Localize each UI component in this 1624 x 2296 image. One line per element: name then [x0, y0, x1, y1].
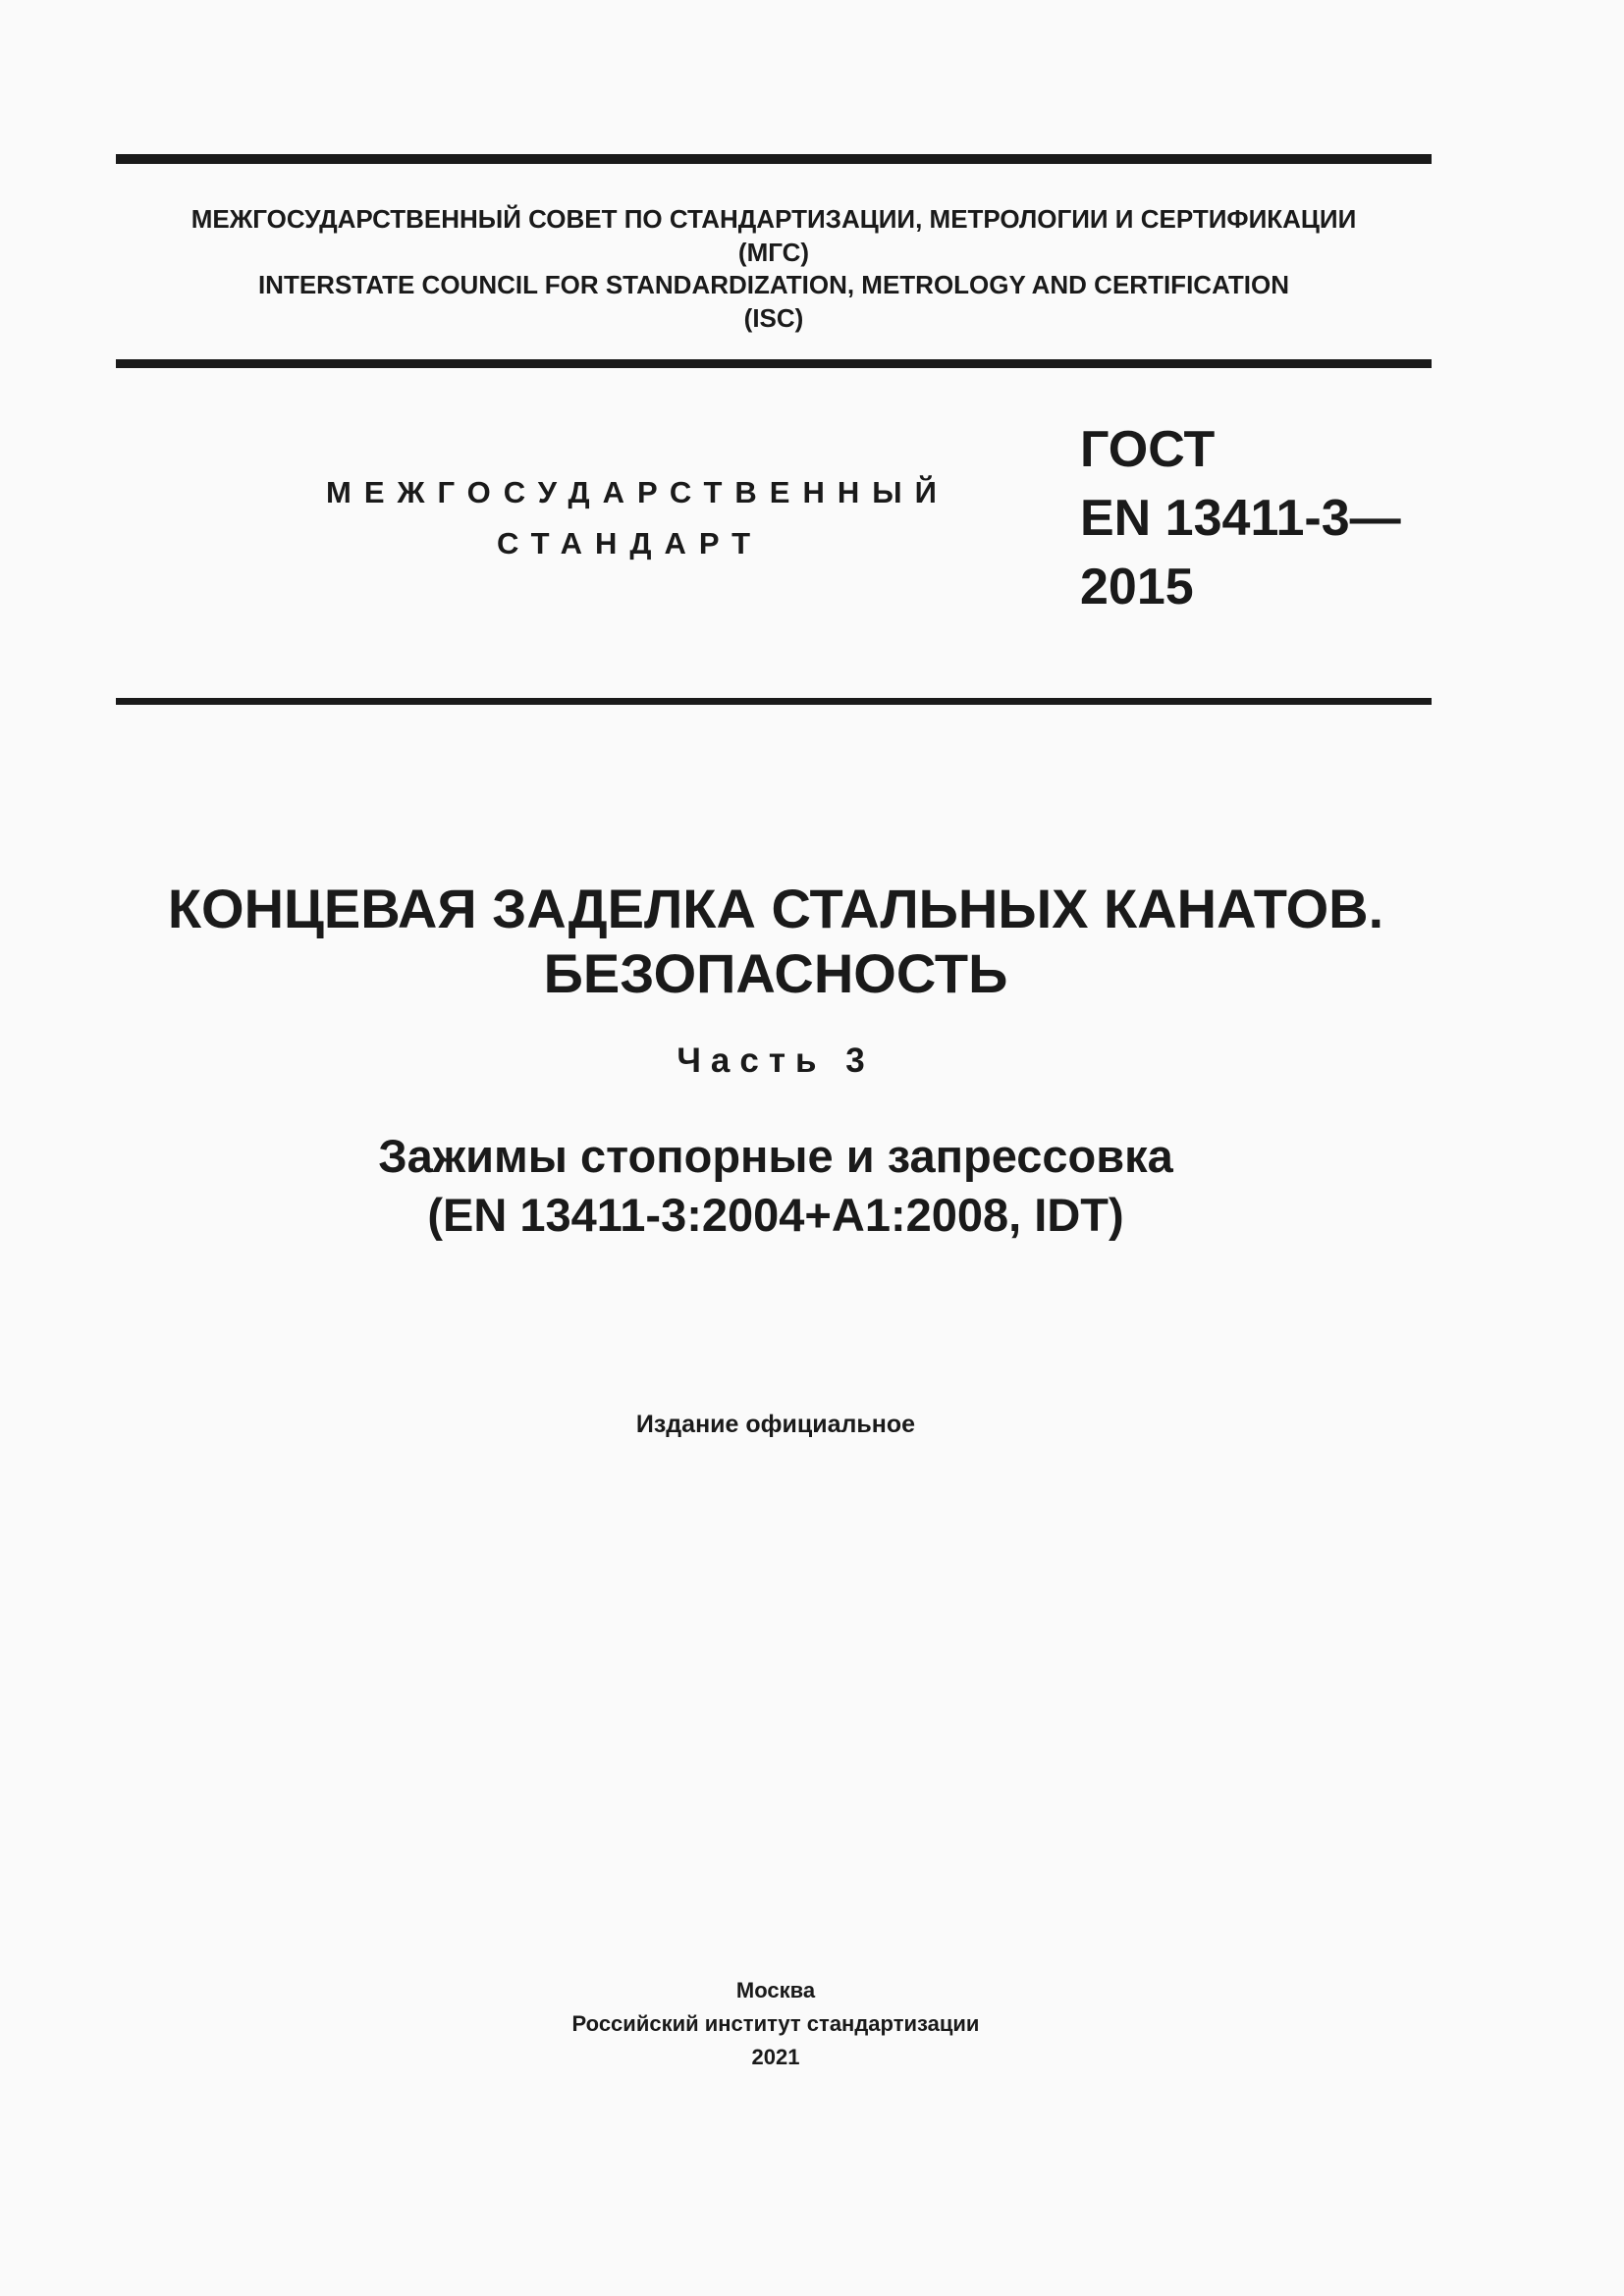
- designation-rule: [116, 698, 1432, 705]
- council-name-en: INTERSTATE COUNCIL FOR STANDARDIZATION, METROLOGY AND CERTIFICATION: [257, 270, 1290, 299]
- standard-designation: [1080, 415, 1401, 621]
- designation-line-2: EN 13411-3—: [1080, 490, 1401, 547]
- standard-type-line-2: СТАНДАРТ: [497, 526, 764, 561]
- header-rule: [116, 359, 1432, 368]
- designation-line-1: ГОСТ: [1080, 421, 1216, 478]
- council-abbr-en: (ISC): [743, 302, 804, 333]
- title-line-2: БЕЗОПАСНОСТЬ: [543, 942, 1008, 1004]
- council-name-ru: МЕЖГОСУДАРСТВЕННЫЙ СОВЕТ ПО СТАНДАРТИЗАЦИИ, МЕТРОЛОГИИ И СЕРТИФИКАЦИИ: [190, 204, 1357, 234]
- subtitle-line-1: Зажимы стопорные и запрессовка: [378, 1130, 1173, 1182]
- standard-type-line-1: МЕЖГОСУДАРСТВЕННЫЙ: [326, 475, 949, 509]
- document-subtitle: [0, 1127, 1551, 1245]
- title-line-1: КОНЦЕВАЯ ЗАДЕЛКА СТАЛЬНЫХ КАНАТОВ.: [167, 878, 1384, 939]
- footer-year: 2021: [751, 2045, 800, 2069]
- council-header: [116, 203, 1432, 335]
- designation-line-3: 2015: [1080, 559, 1194, 615]
- council-abbr-ru: (МГС): [737, 237, 810, 267]
- edition-label: Издание официальное: [635, 1411, 916, 1438]
- top-rule: [116, 154, 1432, 164]
- footer-city: Москва: [735, 1978, 816, 2002]
- footer-publisher: Российский институт стандартизации: [571, 2011, 980, 2036]
- document-title: [0, 877, 1551, 1006]
- publication-footer: [0, 1974, 1551, 2074]
- subtitle-line-2: (EN 13411-3:2004+A1:2008, IDT): [427, 1189, 1124, 1241]
- part-label: Часть 3: [677, 1041, 875, 1080]
